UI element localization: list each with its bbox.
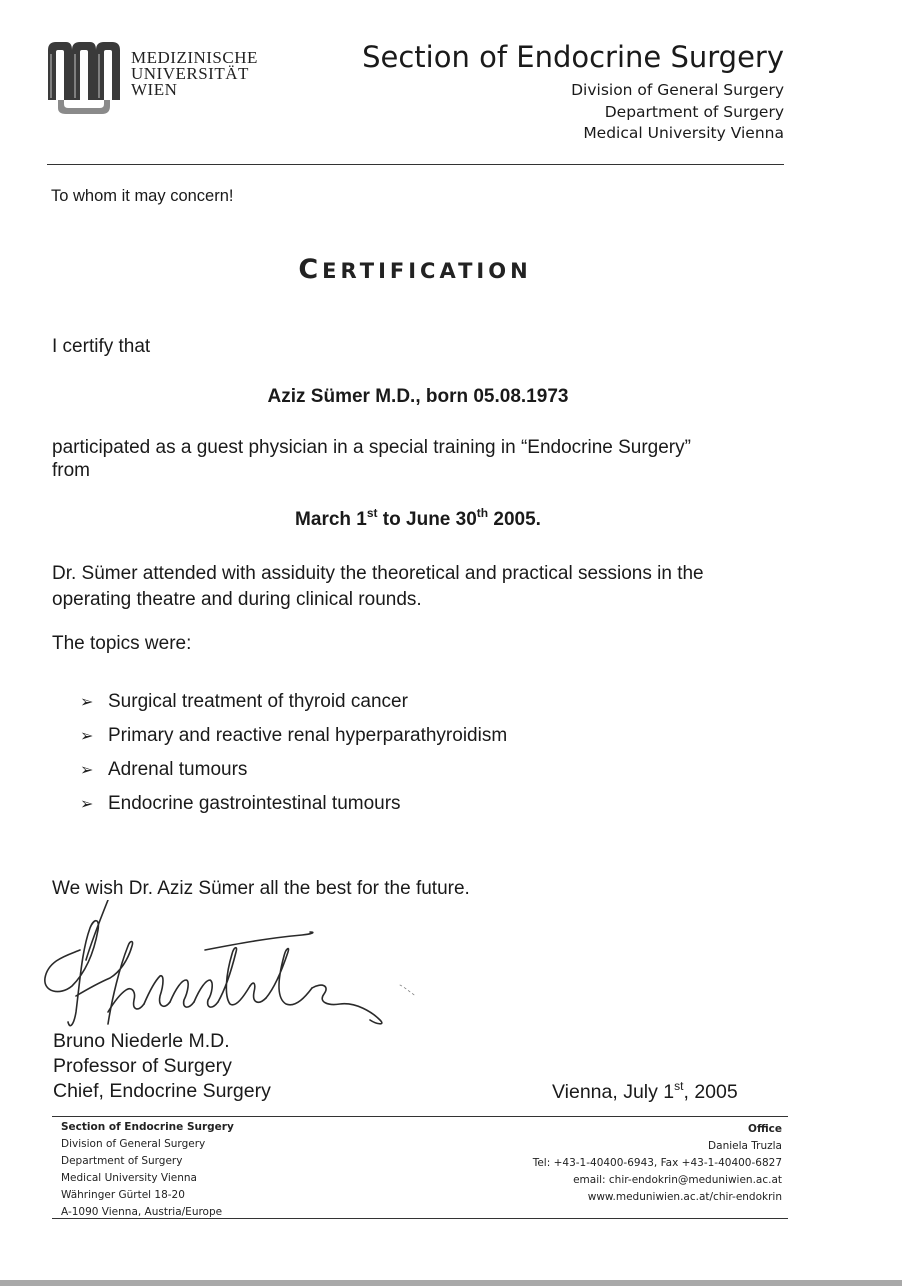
certify-intro: I certify that xyxy=(52,336,151,357)
place-date xyxy=(552,1081,738,1104)
topic-text: Primary and reactive renal hyperparathyroidism xyxy=(108,725,508,746)
footer-top-divider xyxy=(52,1116,788,1117)
signatory-name: Bruno Niederle M.D. xyxy=(53,1030,230,1052)
greeting: To whom it may concern! xyxy=(51,187,234,205)
topics-intro: The topics were: xyxy=(52,633,192,654)
attendance-line: operating theatre and during clinical rounds. xyxy=(52,589,422,610)
signatory-title: Professor of Surgery xyxy=(53,1055,232,1077)
office-phone-fax: Tel: +43-1-40400-6943, Fax +43-1-40400-6827 xyxy=(532,1157,782,1169)
place-date-suffix: st xyxy=(674,1079,684,1093)
university-name xyxy=(131,50,258,98)
topics-list xyxy=(80,691,507,827)
signatory-position: Chief, Endocrine Surgery xyxy=(53,1080,271,1102)
footer-address xyxy=(61,1119,234,1221)
topic-text: Adrenal tumours xyxy=(108,759,248,780)
handwritten-signature xyxy=(40,900,420,1050)
office-contact-name: Daniela Truzla xyxy=(708,1140,782,1152)
participation-line: from xyxy=(52,460,90,481)
place-date-year: , 2005 xyxy=(683,1081,738,1103)
scan-edge-bar xyxy=(0,1280,902,1286)
participation-line: participated as a guest physician in a special training in “Endocrine Surgery” xyxy=(52,437,691,458)
person-line: Aziz Sümer M.D., born 05.08.1973 xyxy=(267,386,569,407)
dates-year: 2005. xyxy=(488,509,541,530)
dates-middle: to June 30 xyxy=(377,509,477,530)
header-divider xyxy=(47,164,784,165)
topic-text: Endocrine gastrointestinal tumours xyxy=(108,793,401,814)
university-name-line: UNIVERSITÄT xyxy=(131,64,249,83)
section-title: Section of Endocrine Surgery xyxy=(362,40,784,74)
office-email: email: chir-endokrin@meduniwien.ac.at xyxy=(573,1174,782,1186)
place-date-prefix: Vienna, July 1 xyxy=(552,1081,675,1103)
footer-address-line: Department of Surgery xyxy=(61,1155,183,1167)
office-website: www.meduniwien.ac.at/chir-endokrin xyxy=(587,1191,782,1203)
subtitle-line: Division of General Surgery xyxy=(571,81,784,99)
arrow-bullet-icon: ➢ xyxy=(80,728,94,745)
signatory-block xyxy=(53,1029,271,1104)
arrow-bullet-icon: ➢ xyxy=(80,762,94,779)
attendance-paragraph xyxy=(52,561,704,613)
list-item xyxy=(80,691,507,725)
list-item xyxy=(80,793,507,827)
list-item xyxy=(80,725,507,759)
footer-address-line: Medical University Vienna xyxy=(61,1172,197,1184)
footer-address-line: A-1090 Vienna, Austria/Europe xyxy=(61,1206,223,1218)
dates-start: March 1 xyxy=(295,509,367,530)
participation-paragraph xyxy=(52,436,691,482)
closing-wish: We wish Dr. Aziz Sümer all the best for the future. xyxy=(52,878,470,899)
university-name-line: MEDIZINISCHE xyxy=(131,48,258,67)
attendance-line: Dr. Sümer attended with assiduity the theoretical and practical sessions in the xyxy=(52,563,704,584)
footer-address-line: Division of General Surgery xyxy=(61,1138,206,1150)
footer-address-line: Währinger Gürtel 18-20 xyxy=(61,1189,185,1201)
title-initial: C xyxy=(298,254,323,285)
list-item xyxy=(80,759,507,793)
title-rest: ERTIFICATION xyxy=(322,259,532,283)
dates-start-suffix: st xyxy=(366,506,378,520)
footer-office xyxy=(533,1121,782,1206)
footer-bottom-divider xyxy=(52,1218,788,1219)
subtitle-line: Medical University Vienna xyxy=(583,124,784,142)
arrow-bullet-icon: ➢ xyxy=(80,796,94,813)
topic-text: Surgical treatment of thyroid cancer xyxy=(108,691,408,712)
section-subtitle xyxy=(571,80,784,145)
document-title xyxy=(0,254,830,285)
arrow-bullet-icon: ➢ xyxy=(80,694,94,711)
footer-left-title: Section of Endocrine Surgery xyxy=(61,1121,234,1133)
subtitle-line: Department of Surgery xyxy=(604,102,784,121)
university-logo-icon xyxy=(46,40,122,116)
university-name-line: WIEN xyxy=(131,80,178,99)
footer-right-title: Office xyxy=(748,1123,782,1135)
training-dates xyxy=(0,506,836,531)
dates-end-suffix: th xyxy=(476,506,489,520)
